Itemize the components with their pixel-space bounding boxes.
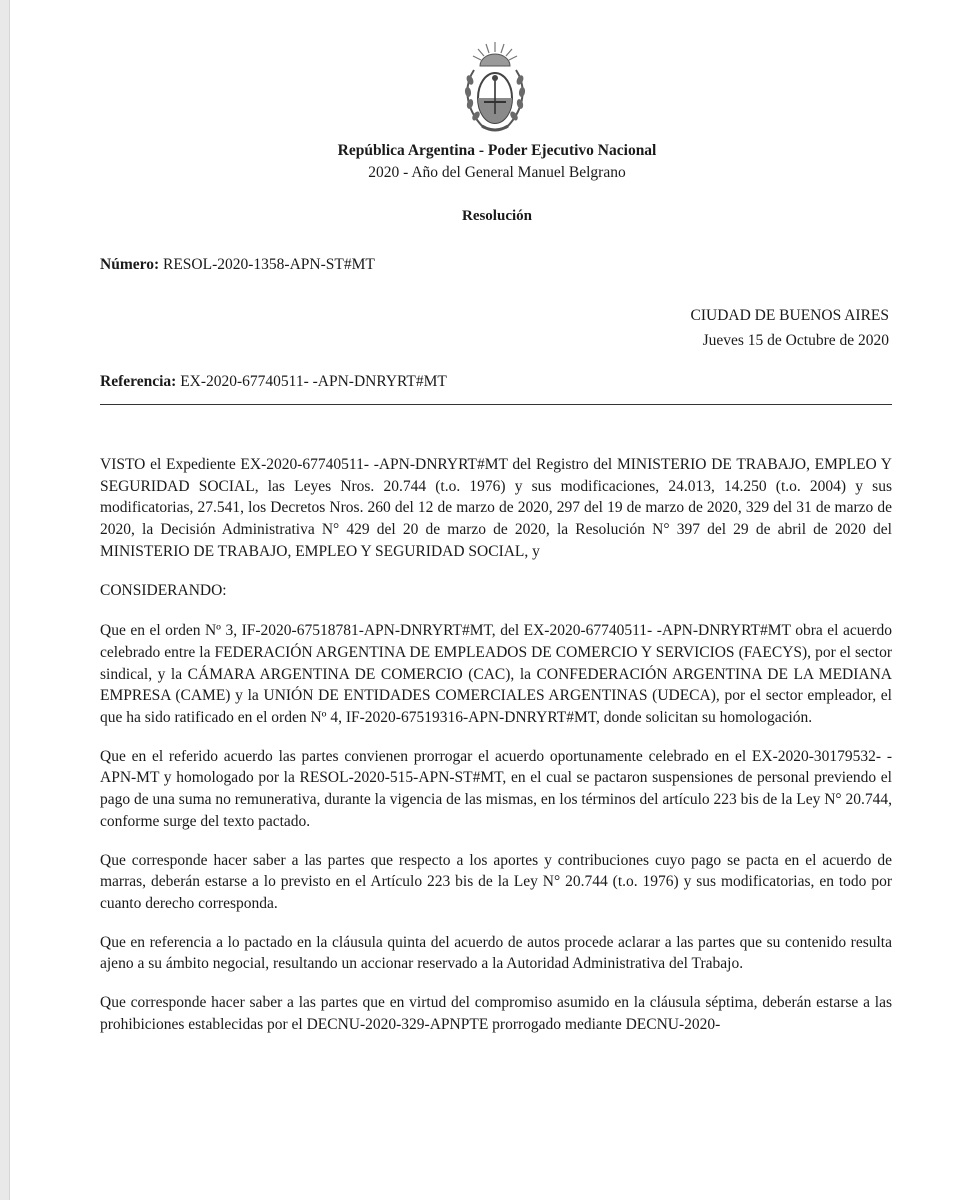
considerando-paragraph-1: Que en el orden Nº 3, IF-2020-67518781-APN-DNRYRT#MT, del EX-2020-67740511- -APN-DNRYRT#MT obra el acuerdo celebrado entre la FEDERACIÓN ARGENTINA DE EMPLEADOS DE COMERCIO Y SERVICIOS (FAECYS), por el sector sindical, y la CÁMARA ARGENTINA DE COMERCIO (CAC), la CONFEDERACIÓN ARGENTINA DE LA MEDIANA EMPRESA (CAME) y la UNIÓN DE ENTIDADES COMERCIALES ARGENTINAS (UDECA), por el sector empleador, el que ha sido ratificado en el orden Nº 4, IF-2020-67519316-APN-DNRYRT#MT, donde solicitan su homologación. <box>100 622 892 727</box>
header-subtitle: 2020 - Año del General Manuel Belgrano <box>368 164 626 181</box>
considerando-heading: CONSIDERANDO: <box>100 581 227 599</box>
national-coat-of-arms-icon <box>460 40 530 138</box>
considerando-paragraph-5: Que corresponde hacer saber a las partes que en virtud del compromiso asumido en la cláusula séptima, deberán estarse a las prohibiciones establecidas por el DECNU-2020-329-APNPTE prorrogado mediante DECNU-2020- <box>100 994 892 1033</box>
reference-line <box>100 373 447 391</box>
document-body <box>100 454 892 1052</box>
place: CIUDAD DE BUENOS AIRES <box>690 307 889 324</box>
considerando-paragraph-3: Que corresponde hacer saber a las partes que respecto a los aportes y contribuciones cuyo pago se pacta en el acuerdo de marras, deberán estarse a lo previsto en el Artículo 223 bis de la Ley N° 20.744 (t.o. 1976) y sus modificatorias, en todo por cuanto derecho corresponda. <box>100 851 892 912</box>
reference-label: Referencia: <box>100 373 177 390</box>
document-header <box>0 140 957 184</box>
reference-value: EX-2020-67740511- -APN-DNRYRT#MT <box>180 373 447 390</box>
place-date-block <box>691 303 890 353</box>
resolution-number-value: RESOL-2020-1358-APN-ST#MT <box>163 256 375 273</box>
considerando-paragraph-4: Que en referencia a lo pactado en la cláusula quinta del acuerdo de autos procede aclarar a las partes que su contenido resulta ajeno a su ámbito negocial, resultando un accionar reservado a la Autoridad Administrativa del Trabajo. <box>100 933 892 973</box>
resolution-number-line <box>100 256 375 274</box>
visto-paragraph: VISTO el Expediente EX-2020-67740511- -APN-DNRYRT#MT del Registro del MINISTERIO DE TRABAJO, EMPLEO Y SEGURIDAD SOCIAL, las Leyes Nros. 20.744 (t.o. 1976) y sus modificaciones, 24.013, 14.250 (t.o. 2004) y sus modificatorias, 27.541, los Decretos Nros. 260 del 12 de marzo de 2020, 297 del 19 de marzo de 2020, 329 del 31 de marzo de 2020, la Decisión Administrativa N° 429 del 20 de marzo de 2020, la Resolución N° 397 del 29 de abril de 2020 del MINISTERIO DE TRABAJO, EMPLEO Y SEGURIDAD SOCIAL, y <box>100 456 892 560</box>
header-title: República Argentina - Poder Ejecutivo Nacional <box>337 142 657 159</box>
resolution-number-label: Número: <box>100 256 160 273</box>
document-type: Resolución <box>461 208 532 224</box>
considerando-paragraph-2: Que en el referido acuerdo las partes convienen prorrogar el acuerdo oportunamente celebrado en el EX-2020-30179532- -APN-MT y homologado por la RESOL-2020-515-APN-ST#MT, en el cual se pactaron suspensiones de personal previendo el pago de una suma no remunerativa, durante la vigencia de las mismas, en los términos del artículo 223 bis de la Ley N° 20.744, conforme surge del texto pactado. <box>100 747 892 830</box>
date: Jueves 15 de Octubre de 2020 <box>702 332 889 349</box>
header-divider <box>100 404 892 405</box>
